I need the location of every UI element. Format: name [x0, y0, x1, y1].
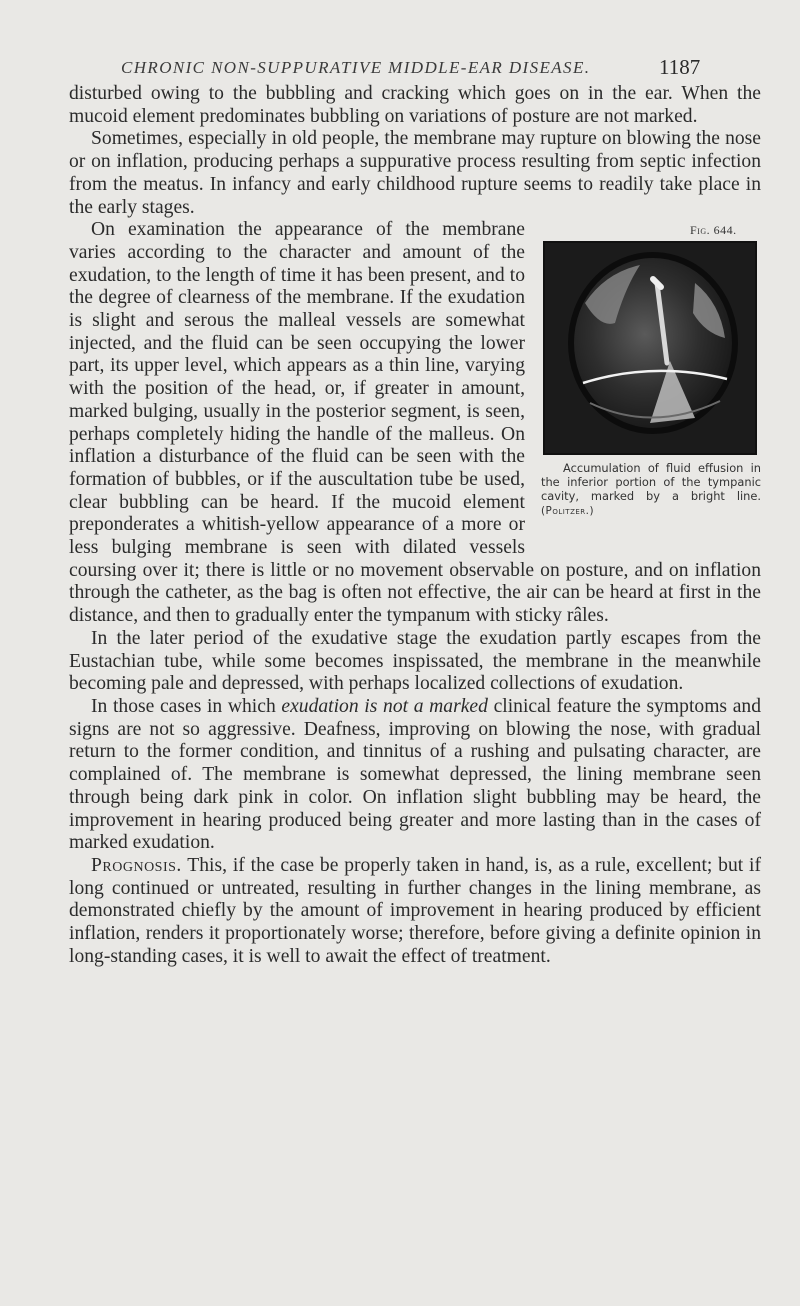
paragraph-5-end: clinical feature the symptoms and signs are not so aggressive. Deafness, improving on blowing the nose, with gradual return to the former condition, and tinnitus of a rushing and pulsating character, are complained of. The membrane is somewhat depressed, the lining membrane seen through being dark pink in color. On inflation slight bubbling may be heard, the improvement in hearing produced being greater and more lasting than in the cases of marked exudation.	[69, 695, 761, 854]
figure-caption	[541, 461, 761, 518]
running-title: CHRONIC NON-SUPPURATIVE MIDDLE-EAR DISEASE.	[121, 58, 591, 77]
paragraph-1: disturbed owing to the bubbling and cracking which goes on in the ear. When the mucoid element predominates bubbling on variations of posture are not marked.	[69, 83, 761, 127]
page-header	[0, 52, 800, 82]
figure-label: Fig. 644.	[690, 223, 737, 238]
page-number: 1187	[659, 55, 701, 79]
paragraph-4: In the later period of the exudative stage the exudation partly escapes from the Eustachian tube, while some becomes inspissated, the membrane in the meanwhile becoming pale and depressed, with perhaps localized collections of exudation.	[69, 627, 761, 695]
tympanic-membrane-illustration	[543, 241, 757, 455]
figure-caption-text: Accumulation of fluid effusion in the inferior portion of the tympanic cavity, marked by a bright line.	[541, 461, 761, 504]
paragraph-3-text: On examination the appearance of the membrane varies according to the character and amount of the exudation, to the length of time it has been present, and to the degree of clearness of the membrane. If the exudation is slight and serous the malleal vessels are somewhat injected, and the fluid can be seen occupying the lower part, its upper level, which appears as a thin line, varying with the position of the head, or, if greater in amount, marked bulging, usually in the posterior segment, is seen, perhaps completely hiding the handle of the malleus. On inflation a disturbance of the fluid can be seen with the formation of bubbles, or if the auscultation tube be used, clear bubbling can be heard. If the mucoid element preponderates a whitish-yellow appearance of a more or less bulging membrane is seen with dilated vessels coursing over it; there is little or no movement observable on posture, and on inflation through the catheter, as the bag is often not effective, the air can be heard at first in the distance, and then to gradually enter the tympanum with sticky râles.	[69, 219, 761, 627]
paragraph-5-emphasis: exudation is not a marked	[281, 695, 488, 717]
paragraph-5	[69, 696, 761, 855]
paragraph-3	[69, 219, 761, 628]
prognosis-heading: Prognosis.	[91, 854, 182, 876]
paragraph-6	[69, 855, 761, 969]
paragraph-2: Sometimes, especially in old people, the membrane may rupture on blowing the nose or on inflation, producing perhaps a suppurative process resulting from septic infection from the meatus. In infancy and early childhood rupture seems to readily take place in the early stages.	[69, 128, 761, 218]
figure-644	[533, 219, 761, 557]
figure-credit: (Politzer.)	[541, 505, 595, 518]
paragraph-5-start: In those cases in which	[91, 695, 282, 717]
body-text	[69, 83, 761, 968]
prognosis-text: This, if the case be properly taken in hand, is, as a rule, excellent; but if long continued or untreated, resulting in further changes in the lining membrane, as demonstrated chiefly by the amount of improvement in hearing produced by efficient inflation, renders it proportionately worse; therefore, before giving a definite opinion in long-standing cases, it is well to await the effect of treatment.	[69, 854, 761, 967]
